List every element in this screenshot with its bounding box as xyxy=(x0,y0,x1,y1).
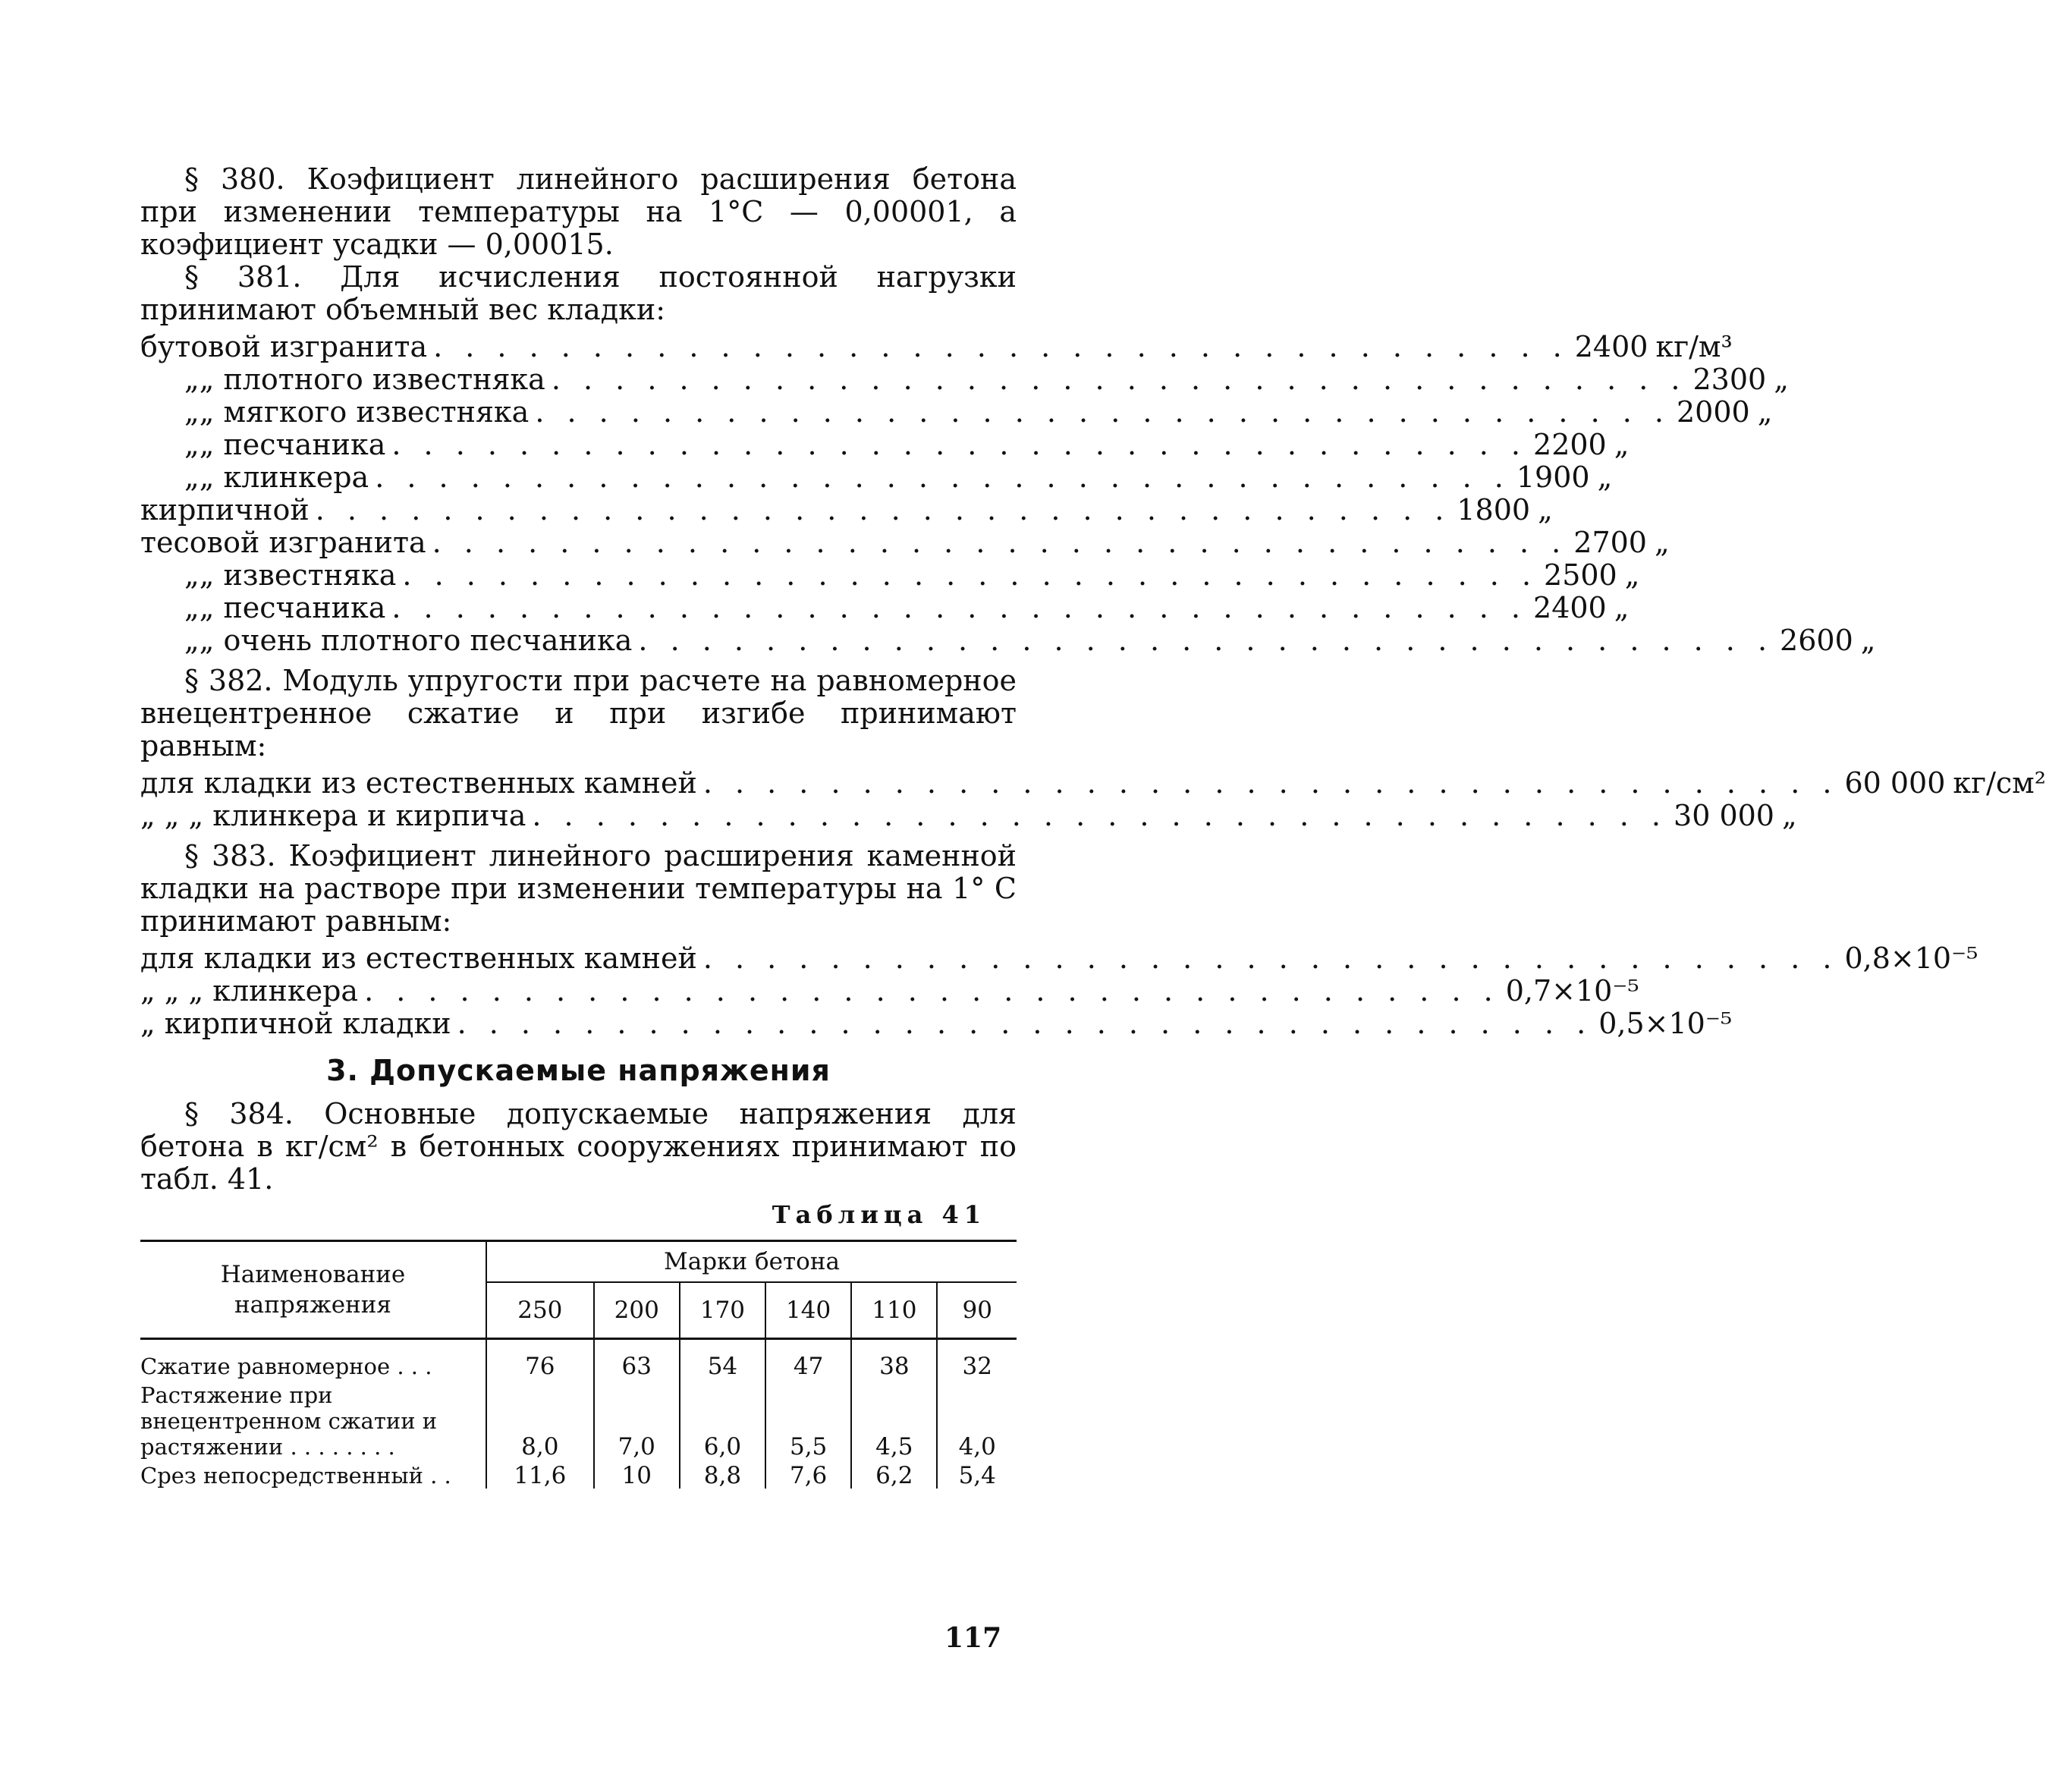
mark-header: 200 xyxy=(594,1282,680,1339)
mark-header: 250 xyxy=(486,1282,594,1339)
expansion-value: 0,8×10⁻⁵ xyxy=(1844,942,1978,975)
weight-value: 1900 xyxy=(1516,461,1590,494)
cell-value: 4,0 xyxy=(937,1379,1017,1460)
ditto-mark: „ xyxy=(184,428,200,461)
leader-dots: . . . . . . . . . . . . . . . . . . . . . . . . . . . . . . . . . . . . xyxy=(375,461,1510,494)
weight-stone: „ клинкера xyxy=(199,461,369,494)
cell-value: 6,0 xyxy=(680,1379,765,1460)
cell-value: 8,8 xyxy=(680,1460,765,1489)
weight-unit: „ xyxy=(1614,428,1630,461)
weight-stone: гранита xyxy=(303,526,426,559)
weight-stone: „ очень плотного песчаника xyxy=(199,624,633,657)
expansion-row xyxy=(140,1007,1733,1040)
leader-dots: . . . . . . . . . . . . . . . . . . . . . . . . . . . . . . . . . . . . xyxy=(532,799,1668,832)
weight-material: кирпичной xyxy=(140,493,310,527)
mark-header: 90 xyxy=(937,1282,1017,1339)
modulus-value: 30 000 xyxy=(1674,799,1774,832)
weight-row xyxy=(140,493,1553,527)
page-body xyxy=(140,162,2046,1489)
weight-row xyxy=(140,624,1876,657)
moduli-list xyxy=(140,766,2046,832)
cell-value: 5,4 xyxy=(937,1460,1017,1489)
weight-stone: „ мягкого известняка xyxy=(199,395,530,429)
leader-dots: . . . . . . . . . . . . . . . . . . . . . . . . . . . . . . . . . . . . xyxy=(638,624,1774,657)
header-group: Марки бетона xyxy=(486,1241,1017,1283)
weight-row xyxy=(140,395,1773,429)
ditto-mark: „ xyxy=(184,558,200,592)
row-name: Срез непосредственный . . xyxy=(140,1463,451,1489)
cell-value: 76 xyxy=(486,1339,594,1380)
weight-value: 2700 xyxy=(1573,526,1647,559)
cell-value: 32 xyxy=(937,1339,1017,1380)
leader-dots: . . . . . . . . . . . . . . . . . . . . . . . . . . . . . . . . . . . . xyxy=(391,591,1528,624)
mark-header: 170 xyxy=(680,1282,765,1339)
row-name: Сжатие равномерное . . . xyxy=(140,1353,432,1379)
expansion-row xyxy=(140,974,1639,1008)
paragraph-380: § 380. Коэфициент линейного расширения бетона при изменении температуры на 1°С — 0,00001, а коэфициент усадки — 0,00015. xyxy=(140,162,1017,261)
modulus-row xyxy=(140,799,1797,832)
weight-stone: „ известняка xyxy=(199,558,397,592)
weight-unit: „ xyxy=(1654,526,1670,559)
section-title: 3. Допускаемые напряжения xyxy=(326,1054,831,1087)
ditto-mark: „ xyxy=(184,624,200,657)
cell-value: 7,6 xyxy=(765,1460,851,1489)
row-name: Растяжение при внецентренном сжатии и растяжении . . . . . . . . xyxy=(140,1382,438,1460)
table-row xyxy=(140,1379,1017,1460)
leader-dots: . . . . . . . . . . . . . . . . . . . . . . . . . . . . . . . . . . . . xyxy=(551,363,1687,396)
weight-unit: „ xyxy=(1614,591,1630,624)
leader-dots: . . . . . . . . . . . . . . . . . . . . . . . . . . . . . . . . . . . . xyxy=(402,558,1538,592)
cell-value: 8,0 xyxy=(486,1379,594,1460)
weight-unit: кг/м³ xyxy=(1655,330,1733,363)
ditto-mark: „ xyxy=(184,591,200,624)
cell-value: 6,2 xyxy=(851,1460,937,1489)
expansion-value: 0,7×10⁻⁵ xyxy=(1505,974,1639,1008)
expansion-value: 0,5×10⁻⁵ xyxy=(1598,1007,1733,1040)
cell-value: 54 xyxy=(680,1339,765,1380)
table-row xyxy=(140,1460,1017,1489)
expansion-label: для кладки из естественных камней xyxy=(140,942,697,975)
weight-unit: „ xyxy=(1774,363,1789,396)
cell-value: 63 xyxy=(594,1339,680,1380)
modulus-label: для кладки из естественных камней xyxy=(140,766,697,800)
cell-value: 11,6 xyxy=(486,1460,594,1489)
modulus-row xyxy=(140,766,2046,800)
weight-material: тесовой из xyxy=(140,526,304,559)
leader-dots: . . . . . . . . . . . . . . . . . . . . . . . . . . . . . . . . . . . . xyxy=(433,330,1569,363)
expansion-row xyxy=(140,942,1978,975)
paragraph-384: § 384. Основные допускаемые напряжения для бетона в кг/см² в бетонных сооружениях принимают по табл. 41. xyxy=(140,1097,1017,1196)
weight-row xyxy=(140,428,1630,461)
mark-header: 110 xyxy=(851,1282,937,1339)
ditto-mark: „ xyxy=(184,363,200,396)
weight-value: 2600 xyxy=(1780,624,1853,657)
modulus-unit: кг/см² xyxy=(1953,766,2046,800)
leader-dots: . . . . . . . . . . . . . . . . . . . . . . . . . . . . . . . . . . . . xyxy=(432,526,1568,559)
cell-value: 5,5 xyxy=(765,1379,851,1460)
weight-value: 2300 xyxy=(1692,363,1767,396)
weight-unit: „ xyxy=(1624,558,1640,592)
expansion-label: „ кирпичной кладки xyxy=(140,1007,451,1040)
weight-unit: „ xyxy=(1597,461,1613,494)
stress-table xyxy=(140,1240,1017,1489)
header-name: Наименование напряжения xyxy=(140,1241,486,1339)
paragraph-381: § 381. Для исчисления постоянной нагрузки принимают объемный вес кладки: xyxy=(140,260,1017,326)
weight-stone: „ песчаника xyxy=(199,428,386,461)
leader-dots: . . . . . . . . . . . . . . . . . . . . . . . . . . . . . . . . . . . . xyxy=(391,428,1528,461)
weight-stone: „ плотного известняка xyxy=(199,363,545,396)
table-row xyxy=(140,1339,1017,1380)
weight-unit: „ xyxy=(1538,493,1553,527)
weight-unit: „ xyxy=(1860,624,1876,657)
leader-dots: . . . . . . . . . . . . . . . . . . . . . . . . . . . . . . . . . . . . xyxy=(535,395,1670,429)
weight-row xyxy=(140,558,1640,592)
weight-stone: гранита xyxy=(304,330,428,363)
cell-value: 38 xyxy=(851,1339,937,1380)
cell-value: 4,5 xyxy=(851,1379,937,1460)
cell-value: 7,0 xyxy=(594,1379,680,1460)
weight-value: 2500 xyxy=(1544,558,1617,592)
weight-value: 2400 xyxy=(1533,591,1607,624)
table-caption: Таблица 41 xyxy=(772,1200,986,1229)
ditto-mark: „ xyxy=(184,395,200,429)
weight-unit: „ xyxy=(1757,395,1773,429)
modulus-value: 60 000 xyxy=(1844,766,1946,800)
page-number: 117 xyxy=(944,1622,1002,1654)
paragraph-383: § 383. Коэфициент линейного расширения каменной кладки на растворе при изменении температуры на 1° С принимают равным: xyxy=(140,839,1017,938)
cell-value: 10 xyxy=(594,1460,680,1489)
leader-dots: . . . . . . . . . . . . . . . . . . . . . . . . . . . . . . . . . . . . xyxy=(457,1007,1593,1040)
mark-header: 140 xyxy=(765,1282,851,1339)
ditto-mark: „ xyxy=(184,461,200,494)
weight-stone: „ песчаника xyxy=(199,591,386,624)
modulus-unit: „ xyxy=(1781,799,1797,832)
expansion-label: „ „ „ клинкера xyxy=(140,974,359,1008)
weight-row xyxy=(140,363,1789,396)
cell-value: 47 xyxy=(765,1339,851,1380)
leader-dots: . . . . . . . . . . . . . . . . . . . . . . . . . . . . . . . . . . . . xyxy=(315,493,1451,527)
leader-dots: . . . . . . . . . . . . . . . . . . . . . . . . . . . . . . . . . . . . xyxy=(702,766,1839,800)
leader-dots: . . . . . . . . . . . . . . . . . . . . . . . . . . . . . . . . . . . . xyxy=(702,942,1839,975)
weight-value: 2400 xyxy=(1574,330,1648,363)
leader-dots: . . . . . . . . . . . . . . . . . . . . . . . . . . . . . . . . . . . . xyxy=(364,974,1500,1008)
weight-value: 2000 xyxy=(1676,395,1750,429)
weight-row xyxy=(140,461,1613,494)
modulus-label: „ „ „ клинкера и кирпича xyxy=(140,799,526,832)
weight-row xyxy=(140,330,1733,363)
weight-row xyxy=(140,526,1670,559)
weight-material: бутовой из xyxy=(140,330,305,363)
weight-row xyxy=(140,591,1630,624)
expansion-list xyxy=(140,942,1978,1040)
paragraph-382: § 382. Модуль упругости при расчете на равномерное внецентренное сжатие и при изгибе принимают равным: xyxy=(140,664,1017,762)
weight-value: 1800 xyxy=(1457,493,1531,527)
weight-list xyxy=(140,330,1876,657)
weight-value: 2200 xyxy=(1533,428,1607,461)
